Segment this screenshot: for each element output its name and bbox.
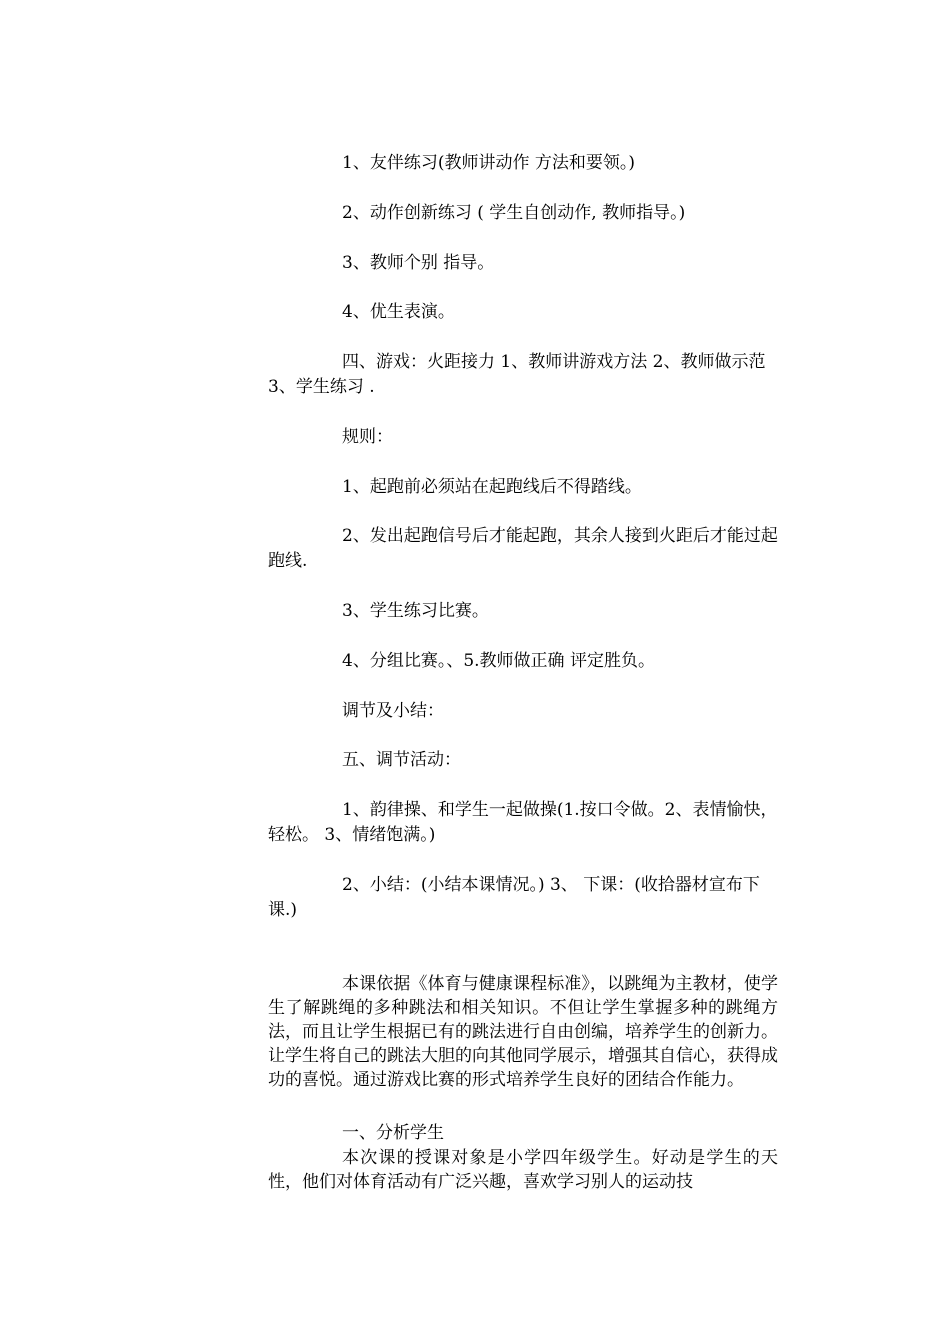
paragraph-rules-heading: 规则： — [342, 427, 393, 447]
paragraph-rule-1: 1、起跑前必须站在起跑线后不得踏线。 — [342, 477, 642, 497]
paragraph-section-5: 五、调节活动： — [342, 750, 461, 770]
paragraph-rule-4: 4、分组比赛。、5.教师做正确 评定胜负。 — [342, 651, 655, 671]
paragraph-practice-1: 1、友伴练习(教师讲动作 方法和要领。) — [342, 153, 635, 173]
paragraph-practice-2: 2、动作创新练习 ( 学生自创动作, 教师指导。) — [342, 203, 686, 223]
paragraph-rule-3: 3、学生练习比赛。 — [342, 601, 489, 621]
paragraph-analysis-heading: 一、分析学生 — [342, 1123, 444, 1143]
paragraph-summary-heading: 调节及小结： — [342, 701, 444, 721]
paragraph-game: 四、游戏：火距接力 1、教师讲游戏方法 2、教师做示范 3、学生练习 . — [268, 352, 766, 397]
paragraph-practice-3: 3、教师个别 指导。 — [342, 253, 495, 273]
paragraph-course-intro: 本课依据《体育与健康课程标准》，以跳绳为主教材，使学生了解跳绳的多种跳法和相关知识。不但让学生掌握多种的跳绳方法，而且让学生根据已有的跳法进行自由创编，培养学生的创新力。让学生将自己的跳法大胆的向其他同学展示，增强其自信心，获得成功的喜悦。通过游戏比赛的形式培养学生良好的团结合作能力。 — [268, 974, 778, 1090]
paragraph-practice-4: 4、优生表演。 — [342, 302, 455, 322]
paragraph-activity-1: 1、韵律操、和学生一起做操(1.按口令做。2、表情愉快， 轻松。 3、情绪饱满。) — [268, 800, 778, 845]
paragraph-rule-2: 2、发出起跑信号后才能起跑，其余人接到火距后才能过起跑线. — [268, 526, 778, 571]
paragraph-analysis-body: 本次课的授课对象是小学四年级学生。好动是学生的天性，他们对体育活动有广泛兴趣，喜欢学习别人的运动技 — [268, 1148, 778, 1192]
paragraph-activity-2: 2、小结：(小结本课情况。) 3、 下课：(收拾器材宣布下课.) — [268, 875, 760, 920]
